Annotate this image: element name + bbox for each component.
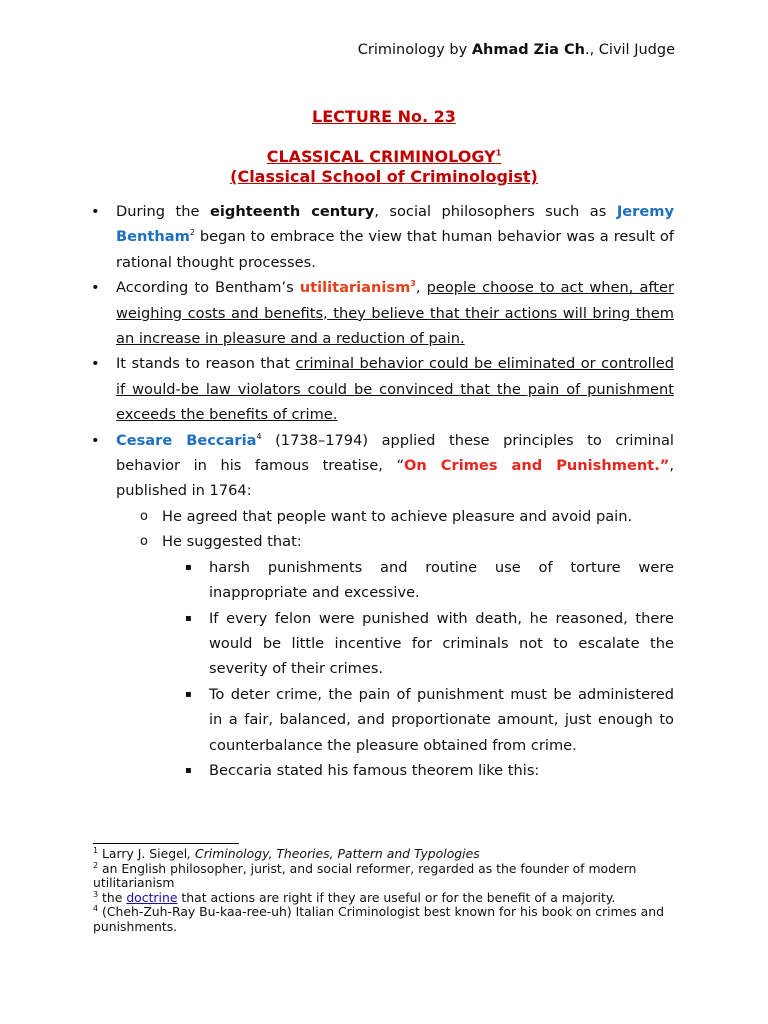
sub-sub-item-text: If every felon were punished with death, he reasoned, there would be little incentive for criminals not to escalate the severity of their crimes. <box>209 609 674 678</box>
doctrine-link[interactable]: doctrine <box>126 889 178 905</box>
topic-title: CLASSICAL CRIMINOLOGY <box>266 147 496 166</box>
footnote-author: Larry J. Siegel <box>98 846 188 861</box>
footnote-separator <box>93 843 239 844</box>
person-name-bentham: Jeremy Bentham <box>116 203 675 246</box>
treatise-title: On Crimes and Punishment.” <box>404 457 670 475</box>
footnote-3 <box>93 891 675 906</box>
bullet-dot-icon: • <box>91 431 100 449</box>
bullet-circle-icon: o <box>140 508 148 524</box>
lecture-bullet-list <box>0 199 768 783</box>
sub-sub-item-text: To deter crime, the pain of punishment must be administered in a fair, balanced, and proportionate amount, just enough to counterbalance the pleasure obtained from crime. <box>209 685 674 754</box>
sub-sub-list-item <box>185 555 674 606</box>
footnote-ref-3[interactable]: 3 <box>410 279 416 289</box>
text-run: (1738–1794) applied these principles to criminal behavior in his famous treatise, “ <box>116 431 674 475</box>
text-run: , <box>415 279 427 297</box>
text-run: began to embrace the view that human behavior was a result of rational thought processes. <box>116 228 674 271</box>
header-prefix: Criminology by <box>357 42 472 58</box>
sub-list-item <box>140 504 674 529</box>
list-item <box>91 351 674 427</box>
footnote-4 <box>93 905 675 934</box>
list-item <box>91 428 674 504</box>
footnotes <box>93 847 675 935</box>
list-item <box>91 275 675 351</box>
header-author: Ahmad Zia Ch <box>471 42 585 58</box>
term-utilitarianism: utilitarianism <box>299 279 411 297</box>
topic-heading <box>0 147 768 187</box>
footnote-text: the <box>98 889 127 905</box>
footnote-text: (Cheh-Zuh-Ray Bu-kaa-ree-uh) Italian Criminologist best known for his book on crimes and punishments. <box>93 904 664 934</box>
header-suffix: ., Civil Judge <box>584 42 675 58</box>
person-name-beccaria: Cesare Beccaria <box>116 431 257 449</box>
bullet-dot-icon: • <box>91 355 100 373</box>
sub-sub-list-item <box>185 682 674 758</box>
text-run: According to Bentham’s <box>116 279 300 297</box>
topic-subtitle: (Classical School of Criminologist) <box>230 167 538 186</box>
text-run: , published in 1764: <box>116 457 674 500</box>
sub-sub-list-item <box>185 758 674 783</box>
text-run: It stands to reason that <box>116 355 296 373</box>
lecture-title: LECTURE No. 23 <box>312 107 456 126</box>
text-run: , social philosophers such as <box>374 203 617 220</box>
footnote-2 <box>93 862 675 891</box>
underlined-statement: criminal behavior could be eliminated or controlled if would-be law violators could be convinced that the pain of punishment exceeds the benefits of crime. <box>116 355 674 424</box>
sub-sub-item-text: Beccaria stated his famous theorem like this: <box>209 761 540 779</box>
footnote-number: 1 <box>93 845 99 855</box>
footnote-ref-2[interactable]: 2 <box>189 228 195 238</box>
footnote-number: 4 <box>93 904 99 914</box>
bullet-square-icon: ▪ <box>185 561 192 573</box>
footnote-number: 2 <box>93 860 99 870</box>
footnote-ref-1[interactable]: 1 <box>495 148 502 158</box>
footnote-text: an English philosopher, jurist, and social reformer, regarded as the founder of modern utilitarianism <box>93 860 637 891</box>
sub-sub-item-text: harsh punishments and routine use of torture were inappropriate and excessive. <box>209 558 674 602</box>
footnote-ref-4[interactable]: 4 <box>256 431 262 441</box>
text-run: During the <box>116 203 211 220</box>
bold-phrase: eighteenth century <box>210 203 375 220</box>
bullet-square-icon: ▪ <box>185 688 192 700</box>
list-item <box>91 199 675 275</box>
bullet-circle-icon: o <box>140 534 148 550</box>
running-header <box>358 42 675 58</box>
bullet-dot-icon: • <box>91 203 100 220</box>
footnote-number: 3 <box>93 889 99 899</box>
bullet-square-icon: ▪ <box>185 612 192 624</box>
sub-sub-list-item <box>185 606 674 682</box>
footnote-text: that actions are right if they are useful or for the benefit of a majority. <box>177 889 616 905</box>
footnote-book-title: , Criminology, Theories, Pattern and Typologies <box>187 846 480 861</box>
footnote-1 <box>93 847 675 862</box>
sub-item-text: He suggested that: <box>162 533 302 551</box>
underlined-statement: people choose to act when, after weighing costs and benefits, they believe that their actions will bring them an increase in pleasure and a reduction of pain. <box>116 279 675 348</box>
sub-list-item <box>140 529 674 554</box>
bullet-square-icon: ▪ <box>185 764 192 776</box>
sub-item-text: He agreed that people want to achieve pleasure and avoid pain. <box>162 507 633 525</box>
bullet-dot-icon: • <box>91 279 100 297</box>
